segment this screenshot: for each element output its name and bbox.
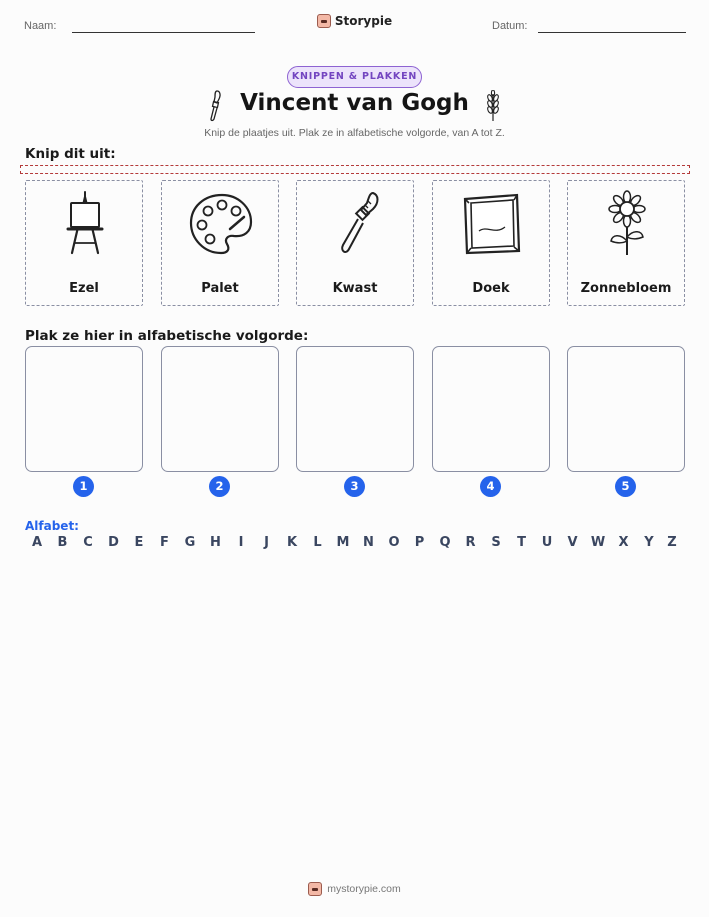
cut-card-palet[interactable] — [161, 180, 279, 306]
alphabet-letter: X — [618, 535, 629, 550]
card-label: Kwast — [332, 281, 378, 296]
alphabet-letter: K — [286, 535, 298, 550]
footer — [0, 881, 709, 900]
cut-card-kwast[interactable] — [296, 180, 414, 306]
activity-badge: KNIPPEN & PLAKKEN — [287, 66, 422, 88]
instructions: Knip de plaatjes uit. Plak ze in alfabetische volgorde, van A tot Z. — [204, 127, 505, 139]
canvas-icon — [457, 189, 527, 259]
alphabet-letter: Q — [439, 535, 451, 550]
card-label: Doek — [472, 281, 510, 296]
alphabet-row — [25, 535, 685, 551]
name-line — [72, 32, 255, 33]
alphabet-letter: N — [363, 535, 374, 550]
alphabet-letter: P — [414, 535, 425, 550]
wheat-decor-icon — [483, 90, 503, 122]
brand-name: Storypie — [334, 14, 393, 28]
alphabet-letter: D — [108, 535, 119, 550]
name-label: Naam: — [24, 20, 57, 32]
date-label: Datum: — [492, 20, 528, 32]
alphabet-letter: F — [160, 535, 169, 550]
alphabet-letter: R — [465, 535, 476, 550]
storypie-footer-logo-icon — [308, 882, 322, 896]
alphabet-letter: Z — [667, 535, 677, 550]
brand-logo — [0, 13, 709, 32]
alphabet-letter: G — [184, 535, 196, 550]
alphabet-letter: Y — [644, 535, 654, 550]
paste-slot-1[interactable] — [25, 346, 143, 472]
alphabet-letter: T — [517, 535, 526, 550]
slot-number-badge: 5 — [615, 476, 636, 497]
alphabet-letter: B — [57, 535, 68, 550]
page-title: Vincent van Gogh — [240, 90, 469, 116]
alphabet-letter: O — [388, 535, 400, 550]
alphabet-letter: C — [83, 535, 93, 550]
alphabet-letter: I — [238, 535, 244, 550]
paste-section-title: Plak ze hier in alfabetische volgorde: — [25, 328, 309, 344]
alphabet-letter: M — [336, 535, 350, 550]
storypie-logo-icon — [317, 14, 331, 28]
paste-slot-5[interactable] — [567, 346, 685, 472]
alphabet-letter: H — [210, 535, 221, 550]
alphabet-letter: V — [567, 535, 578, 550]
cut-card-zonnebloem[interactable] — [567, 180, 685, 306]
paintbrush-icon — [321, 189, 391, 259]
cut-card-ezel[interactable] — [25, 180, 143, 306]
date-line — [538, 32, 686, 33]
slot-number-badge: 4 — [480, 476, 501, 497]
alphabet-letter: J — [264, 535, 269, 550]
card-label: Ezel — [69, 281, 99, 296]
alphabet-label: Alfabet: — [25, 519, 79, 533]
alphabet-letter: U — [541, 535, 553, 550]
paste-slot-2[interactable] — [161, 346, 279, 472]
alphabet-letter: W — [590, 535, 606, 550]
palette-icon — [186, 189, 256, 259]
cut-section-title: Knip dit uit: — [25, 146, 116, 162]
cut-line — [20, 165, 690, 174]
easel-icon — [50, 189, 120, 259]
sunflower-icon — [592, 189, 662, 259]
slot-number-badge: 3 — [344, 476, 365, 497]
footer-url[interactable]: mystorypie.com — [327, 883, 401, 895]
card-label: Zonnebloem — [580, 281, 672, 296]
alphabet-letter: A — [31, 535, 43, 550]
paste-slot-4[interactable] — [432, 346, 550, 472]
alphabet-letter: S — [491, 535, 501, 550]
card-label: Palet — [201, 281, 239, 296]
slot-number-badge: 2 — [209, 476, 230, 497]
cut-card-doek[interactable] — [432, 180, 550, 306]
paste-slot-3[interactable] — [296, 346, 414, 472]
alphabet-letter: E — [134, 535, 144, 550]
alphabet-letter: L — [313, 535, 322, 550]
slot-number-badge: 1 — [73, 476, 94, 497]
